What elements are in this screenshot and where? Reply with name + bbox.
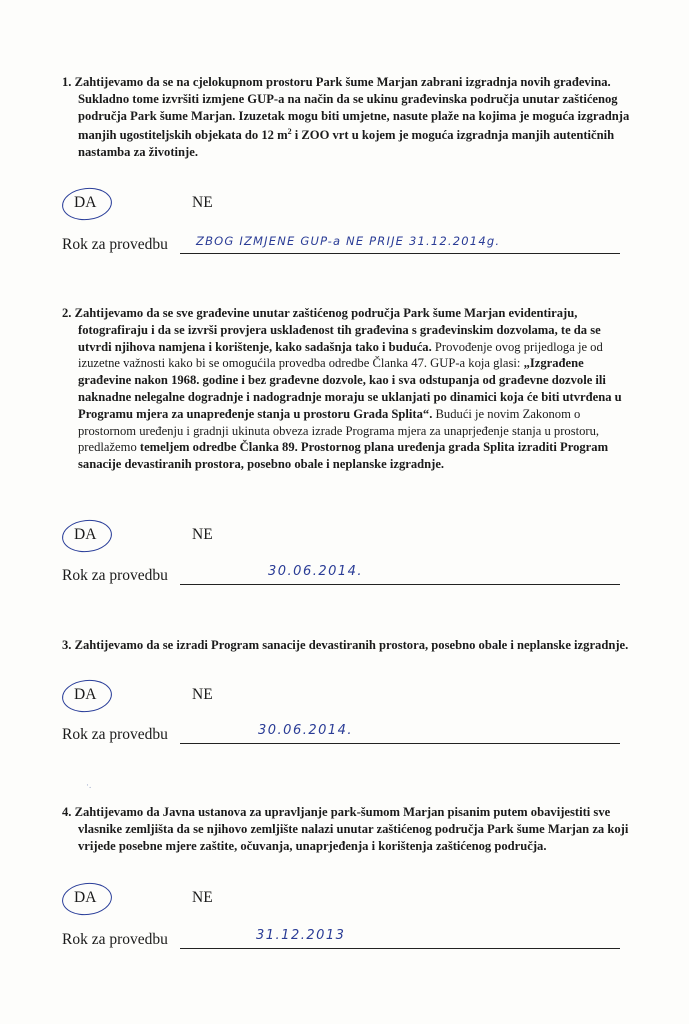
item-2-rok-label: Rok za provedbu: [62, 567, 168, 584]
item-2-text-bold-1: Zahtijevamo da se sve građevine unutar zaštićenog područja Park šume Marjan evidentiraju, fotografiraju i da se izvrši provjera usklađenost tih građevina s građevinskim dozvolama, te da se utvrdi njihova namjena i korištenje, kako sadašnja tako i buduća.: [74, 306, 601, 354]
item-4-rok-line: [180, 948, 620, 949]
item-3-question: [62, 637, 632, 654]
item-4: [62, 804, 632, 854]
item-1-question: [62, 74, 632, 161]
item-3-rok: [62, 724, 632, 748]
item-3-handwritten-date: 30.06.2014.: [258, 723, 354, 738]
item-2-text-bold-2: „Izgrađene građevine nakon 1968. godine i bez građevne dozvole, kao i sva odstupanja od građevne dozvole ili naknadne nelegalne dogradnje i nadogradnje moraju se uklanjati po dinamici koja će biti utvrđena u Programu mjera za unapređenje stanja u prostoru Grada Splita“.: [78, 356, 622, 421]
item-1-rok-label: Rok za provedbu: [62, 236, 168, 253]
item-2-rok-line: [180, 584, 620, 585]
item-1-answer: [62, 188, 632, 228]
item-2-ne-option[interactable]: NE: [192, 526, 213, 543]
item-2-da-option[interactable]: DA: [74, 526, 97, 543]
item-3-ne-option[interactable]: NE: [192, 686, 213, 703]
item-3-rok-line: [180, 743, 620, 744]
item-3: [62, 637, 632, 654]
item-4-ne-option[interactable]: NE: [192, 889, 213, 906]
item-3-text: Zahtijevamo da se izradi Program sanacije devastiranih prostora, posebno obale i neplanske izgradnje.: [74, 638, 629, 652]
item-1-rok-line: [180, 253, 620, 254]
item-2-text-normal-1: Provođenje ovog prijedloga je od izuzetne važnosti kako bi se omogućila provedba odredbe Članka 47. GUP-a koja glasi:: [78, 339, 603, 371]
item-2-number: 2.: [62, 306, 72, 320]
item-4-rok: [62, 929, 632, 953]
item-4-answer: [62, 883, 632, 923]
item-2-question: [62, 305, 632, 473]
item-1-text-a: Zahtijevamo da se na cjelokupnom prostoru Park šume Marjan zabrani izgradnja novih građevina. Sukladno tome izvršiti izmjene GUP-a na način da se ukinu građevinska područja unutar zaštićenog područja Park šume Marjan. Izuzetak mogu biti umjetne, nasute plaže na kojima je moguća izgradnja manjih ugostiteljskih objekata do 12 m: [74, 75, 630, 143]
item-2: [62, 305, 632, 473]
item-1: [62, 74, 632, 161]
item-1-superscript: 2: [287, 127, 292, 137]
ink-speck: ·.: [86, 780, 92, 790]
item-3-answer: [62, 680, 632, 720]
item-2-handwritten-date: 30.06.2014.: [268, 564, 364, 579]
item-4-da-option[interactable]: DA: [74, 889, 97, 906]
item-1-rok: [62, 234, 632, 258]
item-1-ne-option[interactable]: NE: [192, 194, 213, 211]
item-2-rok: [62, 565, 632, 589]
item-3-da-option[interactable]: DA: [74, 686, 97, 703]
item-4-text: Zahtijevamo da Javna ustanova za upravljanje park-šumom Marjan pisanim putem obavijestiti sve vlasnike zemljišta da se njihovo zemljište nalazi unutar zaštićenog područja Park šume Marjan za koji vrijede posebne mjere zaštite, očuvanja, unaprjeđenja i korištenja zaštićenog područja.: [74, 805, 629, 853]
item-2-answer: [62, 520, 632, 560]
item-1-text-b: i ZOO vrt u kojem je moguća izgradnja manjih autentičnih nastamba za životinje.: [78, 128, 615, 160]
item-1-number: 1.: [62, 75, 72, 89]
item-1-da-option[interactable]: DA: [74, 194, 97, 211]
item-2-text-bold-3: temeljem odredbe Članka 89. Prostornog plana uređenja grada Splita izraditi Program sanacije devastiranih prostora, posebno obale i neplanske izgradnje.: [78, 440, 609, 472]
item-4-question: [62, 804, 632, 854]
item-2-text-normal-2: Budući je novim Zakonom o prostornom uređenju i gradnji ukinuta obveza izrade Programa mjera za unaprjeđenje stanja u prostoru, predlažemo: [78, 406, 600, 455]
item-4-rok-label: Rok za provedbu: [62, 931, 168, 948]
item-4-number: 4.: [62, 805, 72, 819]
item-1-handwritten-date: ZBOG IZMJENE GUP-a NE PRIJE 31.12.2014g.: [196, 234, 501, 248]
item-3-number: 3.: [62, 638, 72, 652]
item-3-rok-label: Rok za provedbu: [62, 726, 168, 743]
item-4-handwritten-date: 31.12.2013: [256, 928, 346, 943]
